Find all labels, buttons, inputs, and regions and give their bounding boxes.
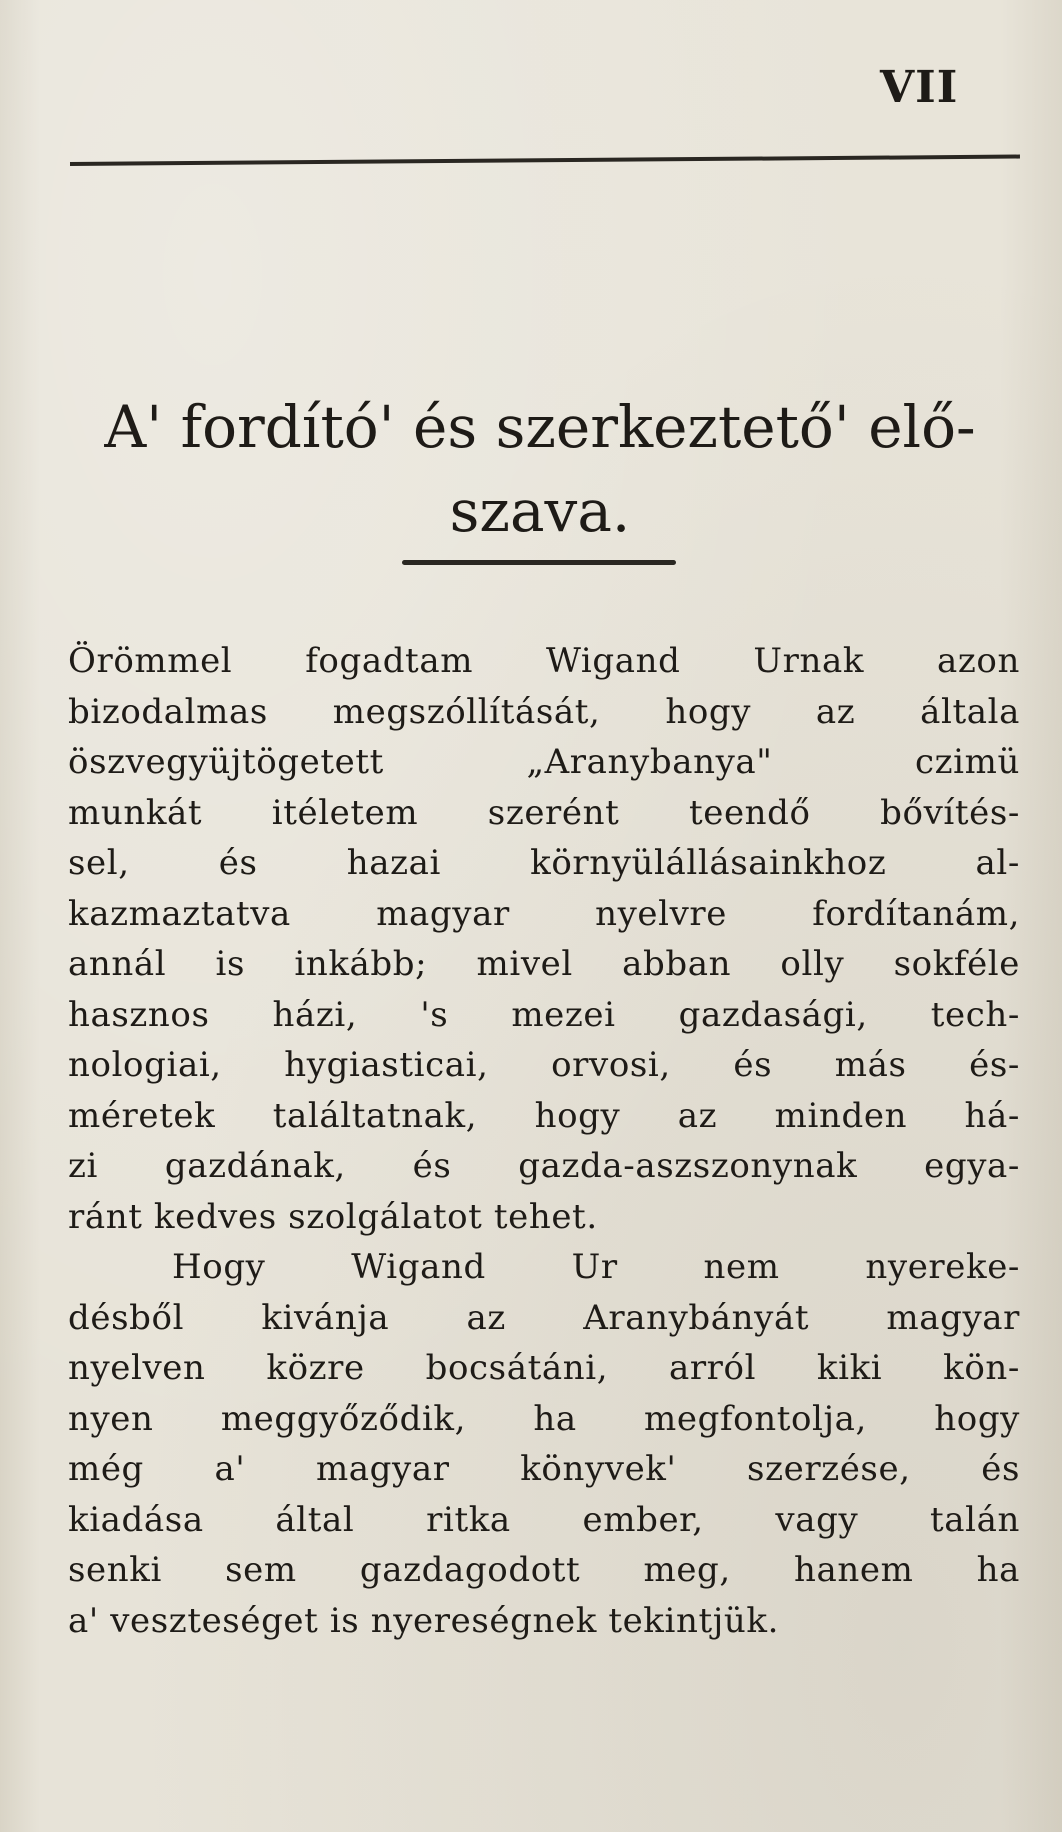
text-line: Hogy Wigand Ur nem nyereke- xyxy=(172,1247,1020,1287)
text-line: nyen meggyőződik, ha megfontolja, hogy xyxy=(68,1398,1020,1439)
heading-line-1: A' fordító' és szerkeztető' elő- xyxy=(104,393,976,461)
text-line: nologiai, hygiasticai, orvosi, és más és- xyxy=(68,1045,1020,1085)
text-line: ránt kedves szolgálatot tehet. xyxy=(68,1196,598,1237)
text-line: kazmaztatva magyar nyelvre fordítanám, xyxy=(68,893,1020,934)
header-rule xyxy=(70,155,1020,166)
text-line: nyelven közre bocsátáni, arról kiki kön- xyxy=(68,1348,1020,1388)
text-line: hasznos házi, 's mezei gazdasági, tech- xyxy=(68,994,1020,1035)
text-line: annál is inkább; mivel abban olly sokféle xyxy=(68,944,1020,984)
page-number: VII xyxy=(880,62,959,113)
text-line: senki sem gazdagodott meg, hanem ha xyxy=(68,1550,1020,1590)
text-line: bizodalmas megszóllítását, hogy az általa xyxy=(68,691,1020,732)
text-line: még a' magyar könyvek' szerzése, és xyxy=(68,1449,1020,1489)
text-line: kiadása által ritka ember, vagy talán xyxy=(68,1499,1020,1540)
heading-line-2: szava. xyxy=(449,477,631,545)
text-line: méretek találtatnak, hogy az minden há- xyxy=(68,1095,1020,1136)
text-line: zi gazdának, és gazda-aszszonynak egya- xyxy=(68,1146,1020,1186)
body-text xyxy=(68,636,1020,1646)
text-line: sel, és hazai környülállásainkhoz al- xyxy=(68,843,1020,883)
section-divider xyxy=(402,560,676,565)
chapter-heading xyxy=(60,385,1020,553)
text-line: munkát itéletem szerént teendő bővítés- xyxy=(68,792,1020,833)
text-line: öszvegyüjtögetett „Aranybanya" czimü xyxy=(68,742,1020,782)
text-line: Örömmel fogadtam Wigand Urnak azon xyxy=(68,641,1020,681)
text-line: a' veszteséget is nyereségnek tekintjük. xyxy=(68,1600,779,1641)
text-line: désből kivánja az Aranybányát magyar xyxy=(68,1297,1020,1338)
